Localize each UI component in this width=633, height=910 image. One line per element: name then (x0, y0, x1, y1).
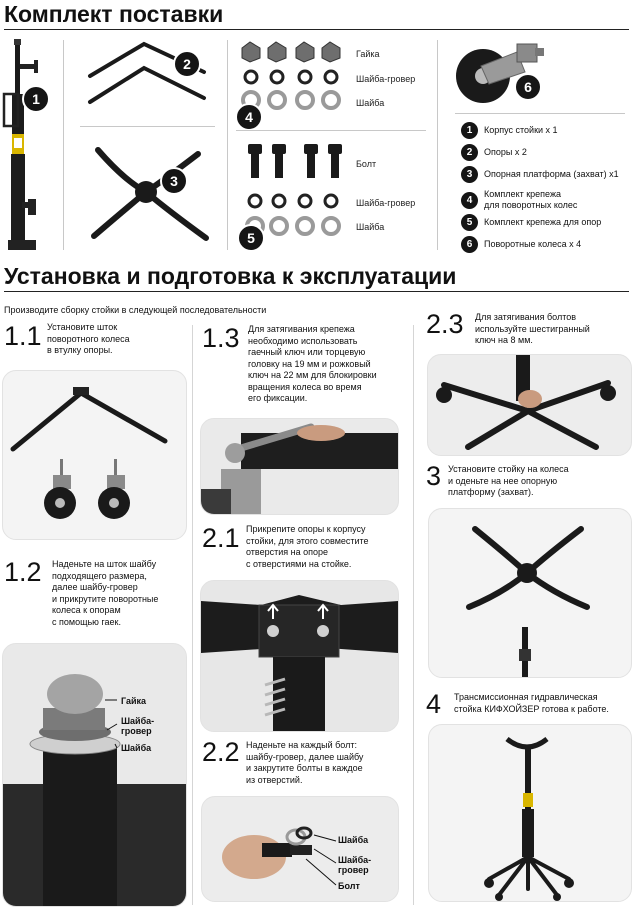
legend-text: Опоры х 2 (484, 147, 527, 157)
step-4-text: Трансмиссионная гидравлическая стойка КИФХОЙЗЕР готова к работе. (454, 692, 609, 714)
label-bolt: Болт (356, 159, 377, 169)
legend-item (461, 188, 633, 212)
kit-title: Комплект поставки (4, 1, 224, 27)
legend-item (461, 122, 633, 139)
step-4-number: 4 (426, 689, 442, 719)
step-2-1-text: Прикрепите опоры к корпусу стойки, для этого совместите отверстия на опоре с отверстиями на стойке. (246, 524, 369, 569)
step-3-number: 3 (426, 461, 442, 491)
step-3-text: Установите стойку на колеса и оденьте на нее опорную платформу (захват). (448, 464, 569, 497)
step-1-3-photo (200, 418, 399, 515)
label-washer: Шайба (356, 98, 385, 108)
badge-2: 2 (173, 50, 201, 78)
legend-text: Опорная платформа (захват) х1 (484, 169, 619, 179)
step-2-2-text: Наденьте на каждый болт: шайбу-гровер, далее шайбу и закрутите болты в каждое из отверстий. (246, 740, 364, 785)
label-washer: Шайба (338, 835, 369, 845)
legend-badge: 2 (461, 144, 478, 161)
badge-4: 4 (235, 103, 263, 131)
divider (236, 130, 426, 131)
label-lock-washer: Шайба-гровер (356, 74, 416, 84)
stand-body-image (2, 34, 62, 256)
label-lock-washer: Шайба-гровер (356, 198, 416, 208)
label-bolt: Болт (338, 881, 360, 891)
divider (80, 126, 215, 127)
badge-3: 3 (160, 167, 188, 195)
legend-item (461, 214, 633, 231)
badge-1: 1 (22, 85, 50, 113)
step-2-2-photo (201, 796, 399, 902)
legend-badge: 5 (461, 214, 478, 231)
step-1-3-number: 1.3 (202, 323, 240, 353)
install-intro: Производите сборку стойки в следующей последовательности (4, 305, 267, 315)
step-1-2-photo (2, 643, 187, 907)
step-1-1-number: 1.1 (4, 321, 42, 351)
legend-badge: 1 (461, 122, 478, 139)
badge-5: 5 (237, 224, 265, 252)
step-1-2-number: 1.2 (4, 557, 42, 587)
install-title: Установка и подготовка к эксплуатации (4, 263, 457, 289)
label-nut: Гайка (356, 49, 380, 59)
legend-item (461, 166, 633, 183)
divider (63, 40, 64, 250)
legend-text: Комплект крепежа для поворотных колес (484, 189, 578, 210)
legend-badge: 6 (461, 236, 478, 253)
divider (192, 325, 193, 905)
legend-item (461, 144, 633, 161)
badge-6: 6 (514, 73, 542, 101)
title-rule (4, 291, 629, 292)
step-2-3-photo (427, 354, 632, 456)
step-2-2-number: 2.2 (202, 737, 240, 767)
step-1-1-text: Установите шток поворотного колеса в втулку опоры. (47, 322, 130, 355)
divider (455, 113, 625, 114)
legend-text: Корпус стойки х 1 (484, 125, 558, 135)
label-lock-washer: Шайба- гровер (338, 855, 372, 875)
label-lock-washer: Шайба- гровер (121, 716, 155, 736)
title-rule (4, 29, 629, 30)
label-nut: Гайка (121, 696, 147, 706)
legend-badge: 3 (461, 166, 478, 183)
legend-item (461, 236, 633, 253)
step-3-photo (428, 508, 632, 678)
step-2-1-photo (200, 580, 399, 732)
label-washer: Шайба (121, 743, 152, 753)
label-washer: Шайба (356, 222, 385, 232)
step-1-1-photo (2, 370, 187, 540)
divider (227, 40, 228, 250)
step-1-3-text: Для затягивания крепежа необходимо использовать гаечный ключ или торцевую головку на 19 мм и рожковый ключ на 22 мм для блокировки вращения колеса во время его фиксации. (248, 324, 377, 403)
kit-legend (461, 122, 633, 253)
platform-image (84, 140, 212, 250)
divider (413, 325, 414, 905)
legs-image (82, 38, 214, 118)
legend-badge: 4 (461, 192, 478, 209)
legend-text: Поворотные колеса х 4 (484, 239, 582, 249)
step-2-3-text: Для затягивания болтов используйте шестигранный ключ на 8 мм. (475, 312, 590, 345)
step-2-1-number: 2.1 (202, 523, 240, 553)
divider (437, 40, 438, 250)
step-2-3-number: 2.3 (426, 309, 464, 339)
step-4-photo (428, 724, 632, 902)
legend-text: Комплект крепежа для опор (484, 217, 602, 227)
step-1-2-text: Наденьте на шток шайбу подходящего размера, далее шайбу-гровер и прикрутите поворотные колеса к опорам с помощью гаек. (52, 559, 159, 627)
